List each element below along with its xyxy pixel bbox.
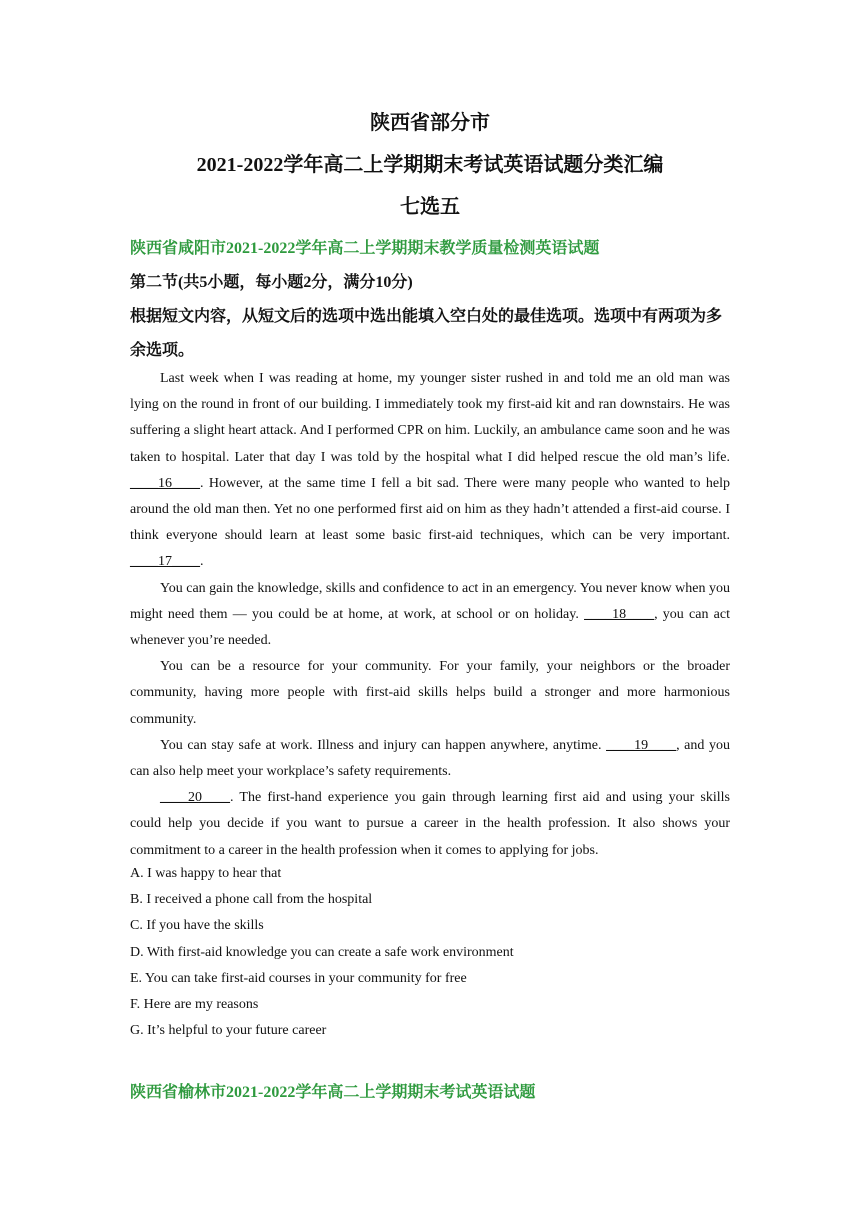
passage-paragraph-5 xyxy=(130,785,730,864)
passage-text: Last week when I was reading at home, my younger sister rushed in and told me an old man was lying on the round in front of our building. I immediately took my first-aid kit and ran downstairs. He was suffering a slight heart attack. And I performed CPR on him. Luckily, an ambulance came soon and he was taken to hospital. Later that day I was told by the hospital what I did helped rescue the old man’s life. xyxy=(130,371,730,465)
blank-17: ____17____ xyxy=(130,554,200,570)
passage-text: , and you can also help meet your workplace’s safety requirements. xyxy=(130,737,730,780)
section-heading-xianyang: 陕西省咸阳市2021-2022学年高二上学期期末教学质量检测英语试题 xyxy=(130,240,600,257)
option-c: C. If you have the skills xyxy=(130,918,264,934)
blank-18: ____18____ xyxy=(584,606,655,622)
option-e: E. You can take first-aid courses in your community for free xyxy=(130,970,467,986)
blank-20: ____20____ xyxy=(160,790,230,806)
reading-passage xyxy=(130,366,730,864)
answer-options xyxy=(130,861,730,1044)
doc-title-type: 七选五 xyxy=(400,196,460,218)
blank-16: ____16____ xyxy=(130,475,200,491)
passage-paragraph-1 xyxy=(130,366,730,576)
passage-paragraph-4 xyxy=(130,733,730,785)
passage-text: . xyxy=(200,554,204,570)
passage-text: You can gain the knowledge, skills and confidence to act in an emergency. You never know when you might need them — you could be at home, at work, at school or on holiday. xyxy=(130,580,730,622)
section-heading-yulin: 陕西省榆林市2021-2022学年高二上学期期末考试英语试题 xyxy=(130,1084,536,1101)
blank-19: ____19____ xyxy=(606,737,677,753)
section-instruction: 根据短文内容，从短文后的选项中选出能填入空白处的最佳选项。选项中有两项为多余选项。 xyxy=(130,308,723,359)
passage-text: . However, at the same time I fell a bit sad. There were many people who wanted to help around the old man then. Yet no one performed first aid on him as they hadn’t attended a first-aid course. I think everyone should learn at least some basic first-aid techniques, which can be very important. xyxy=(130,475,730,544)
option-b: B. I received a phone call from the hospital xyxy=(130,892,373,908)
passage-text: . The first-hand experience you gain through learning first aid and using your skills could help you decide if you want to pursue a career in the health profession. It also shows your commitment to a career in the health profession when it comes to applying for jobs. xyxy=(130,790,730,858)
passage-text: , you can act whenever you’re needed. xyxy=(130,606,730,649)
doc-title-main: 2021-2022学年高二上学期期末考试英语试题分类汇编 xyxy=(196,154,664,176)
passage-text: You can stay safe at work. Illness and injury can happen anywhere, anytime. xyxy=(160,737,607,753)
option-d: D. With first-aid knowledge you can create a safe work environment xyxy=(130,944,514,960)
option-a: A. I was happy to hear that xyxy=(130,866,282,881)
option-g: G. It’s helpful to your future career xyxy=(130,1023,327,1039)
passage-paragraph-2 xyxy=(130,576,730,655)
option-f: F. Here are my reasons xyxy=(130,997,259,1013)
section-part-label: 第二节(共5小题，每小题2分，满分10分) xyxy=(130,274,413,291)
passage-paragraph-3: You can be a resource for your community. For your family, your neighbors or the broader community, having more people with first-aid skills helps build a stronger and more harmonious community. xyxy=(130,659,730,727)
doc-title-region: 陕西省部分市 xyxy=(370,112,490,134)
